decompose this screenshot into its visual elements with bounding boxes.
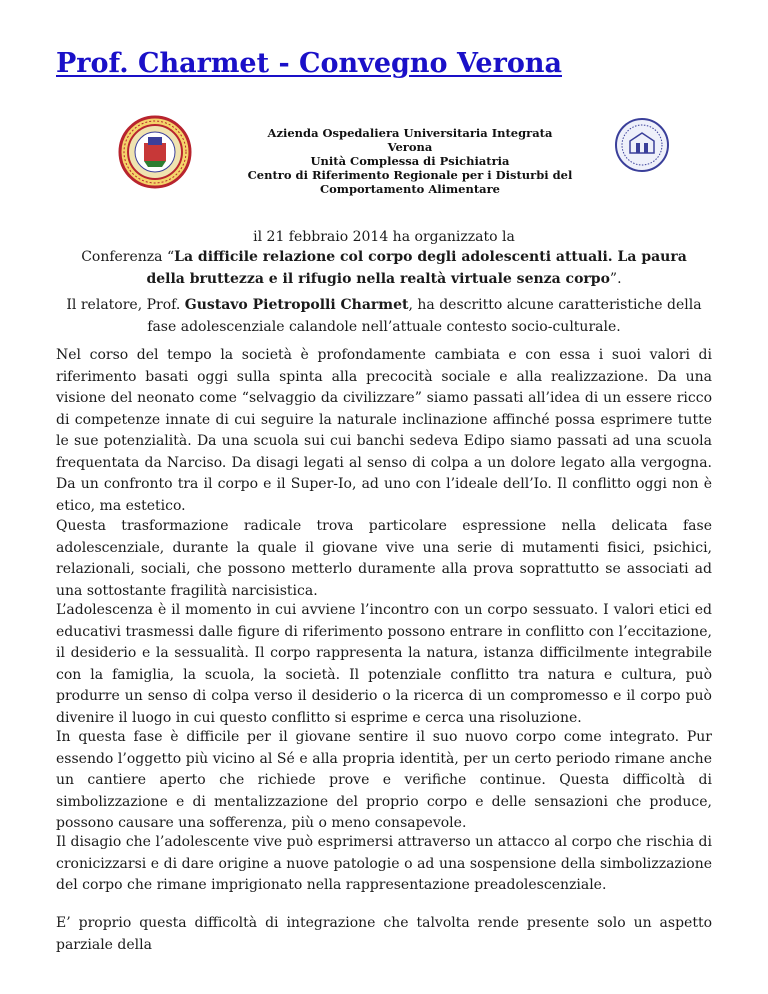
conference-title: La difficile relazione col corpo degli adolescenti attuali. La paura della bruttezza e il rifugio nella realtà virtuale senza corpo	[146, 249, 687, 287]
page-title-link[interactable]: Prof. Charmet - Convegno Verona	[56, 48, 562, 79]
institution-header	[245, 126, 575, 196]
body-paragraph: Il disagio che l’adolescente vive può esprimersi attraverso un attacco al corpo che rischia di cronicizzarsi e di dare origine a nuove patologie o ad una sospensione della simbolizzazione del corpo che rimane imprigionato nella rappresentazione preadolescenziale.	[56, 834, 712, 893]
header-line: Centro di Riferimento Regionale per i Disturbi del	[247, 168, 573, 182]
conference-prefix: Conferenza “	[81, 249, 175, 265]
speaker-prefix: Il relatore, Prof.	[66, 297, 185, 313]
header-line: Unità Complessa di Psichiatria	[310, 154, 510, 168]
body-paragraph: Questa trasformazione radicale trova particolare espressione nella delicata fase adolescenziale, durante la quale il giovane vive una serie di mutamenti fisici, psichici, relazionali, sociali, che possono metterlo duramente alla prova soprattutto se associati ad una sottostante fragilità narcisistica.	[56, 518, 712, 599]
body-paragraph: L’adolescenza è il momento in cui avviene l’incontro con un corpo sessuato. I valori etici ed educativi trasmessi dalle figure di riferimento possono entrare in conflitto con l’eccitazione, il desiderio e la sessualità. Il corpo rappresenta la natura, istanza difficilmente integrabile con la famiglia, la scuola, la società. Il potenziale conflitto tra natura e cultura, può produrre un senso di colpa verso il desiderio o la ricerca di un compromesso e il corpo può divenire il luogo in cui questo conflitto si esprime e cerca una risoluzione.	[56, 602, 712, 726]
speaker-line	[60, 294, 708, 338]
speaker-name: Gustavo Pietropolli Charmet	[184, 297, 409, 313]
header-line: Comportamento Alimentare	[319, 182, 500, 196]
conference-line	[60, 246, 708, 290]
body-paragraph: E’ proprio questa difficoltà di integrazione che talvolta rende presente solo un aspetto parziale della	[56, 915, 712, 953]
university-seal-logo	[118, 115, 192, 189]
body-paragraph: In questa fase è difficile per il giovane sentire il suo nuovo corpo come integrato. Pur essendo l’oggetto più vicino al Sé e alla propria identità, per un certo periodo rimane anche un cantiere aperto che richiede prove e verifiche continue. Questa difficoltà di simbolizzazione e di mentalizzazione del proprio corpo e delle sensazioni che produce, possono causare una sofferenza, più o meno consapevole.	[56, 729, 712, 831]
conference-suffix: ”.	[609, 271, 622, 287]
date-line: il 21 febbraio 2014 ha organizzato la	[253, 229, 515, 245]
header-line: Azienda Ospedaliera Universitaria Integrata Verona	[267, 126, 553, 154]
hospital-seal-logo	[614, 117, 670, 173]
body-paragraph: Nel corso del tempo la società è profondamente cambiata e con essa i suoi valori di riferimento basati oggi sulla spinta alla precocità sociale e alla realizzazione. Da una visione del neonato come “selvaggio da civilizzare” siamo passati all’idea di un essere ricco di competenze innate di cui seguire la naturale inclinazione affinché possa esprimere tutte le sue potenzialità. Da una scuola sui cui banchi sedeva Edipo siamo passati ad una scuola frequentata da Narciso. Da disagi legati al senso di colpa a un dolore legato alla vergogna. Da un confronto tra il corpo e il Super-Io, ad uno con l’ideale dell’Io. Il conflitto oggi non è etico, ma estetico.	[56, 347, 712, 514]
speaker-suffix: , ha descritto alcune caratteristiche della fase adolescenziale calandole nell’attuale contesto socio-culturale.	[147, 297, 702, 335]
